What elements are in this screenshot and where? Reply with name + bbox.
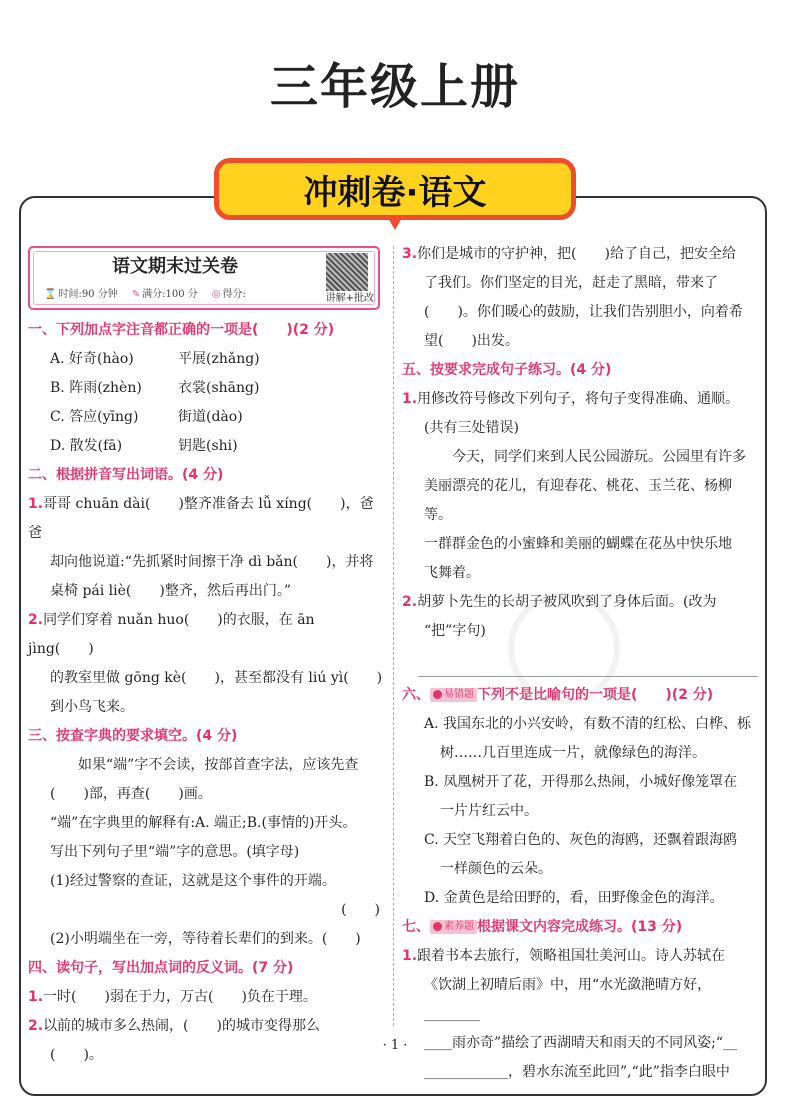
error-prone-tag <box>430 688 477 702</box>
s3-line: ( )部，再查( )画。 <box>50 786 212 802</box>
exam-title: 语文期末过关卷 <box>112 256 238 277</box>
s2-q1-line: 却向他说道:“先抓紧时间擦干净 dì bǎn( )，并将 <box>50 554 374 570</box>
s7-q1-line: ____雨亦奇”描绘了西湖晴天和雨天的不同风姿;“__ <box>424 1035 738 1051</box>
option-text: B. 阵雨(zhèn) <box>50 380 142 396</box>
s7-q1-line: 《饮湖上初晴后雨》中，用“水光潋滟晴方好，________ <box>424 977 712 1022</box>
s3-line: 如果“端”字不会读，按部首查字法，应该先查 <box>78 757 359 773</box>
s5-paragraph-line: 美丽漂亮的花儿，有迎春花、桃花、玉兰花、杨柳等。 <box>424 478 732 523</box>
tag-dot-icon <box>433 690 442 699</box>
section-4-title: 四、读句子，写出加点词的反义词。(7 分) <box>28 960 294 976</box>
option-text: D. 散发(fā) <box>50 438 123 454</box>
option-text: A. 好奇(hào) <box>50 351 134 367</box>
question-text: 你们是城市的守护神，把( )给了自己，把安全给 <box>417 246 736 262</box>
full-score-text: 满分:100 分 <box>142 289 198 300</box>
section-7-title <box>402 913 758 942</box>
question-text: 同学们穿着 nuǎn huo( )的衣服，在 ān jìng( ) <box>28 612 315 657</box>
pencil-icon: ✎ <box>131 289 141 300</box>
question-text: 跟着书本去旅行，领略祖国壮美河山。诗人苏轼在 <box>417 948 726 964</box>
s2-q1-line <box>28 490 384 548</box>
qr-label: 讲解+批改 <box>325 293 374 304</box>
question-number: 2. <box>28 1018 44 1034</box>
question-number: 1. <box>402 948 418 964</box>
question-text: 哥哥 chuān dài( )整齐准备去 lǚ xíng( )，爸爸 <box>28 496 374 541</box>
s4-q1-line <box>28 983 384 1012</box>
question-number: 2. <box>28 612 44 628</box>
banner-label: 冲刺卷·语文 <box>214 158 576 220</box>
s6-option-d: D. 金黄色是给田野的，看，田野像金色的海洋。 <box>424 890 724 906</box>
time-info <box>44 288 118 302</box>
qr-code[interactable] <box>326 253 368 291</box>
section-6-title <box>402 681 758 710</box>
s5-paragraph-line: 今天，同学们来到人民公园游玩。公园里有许多 <box>452 449 746 465</box>
s6-option-c-cont: 一样颜色的云朵。 <box>440 861 552 877</box>
page-number: · 1 · <box>382 1038 408 1053</box>
s3-line: “端”在字典里的解释有:A. 端正;B.(事情的)开头。 <box>50 815 357 831</box>
tag-label: 素养题 <box>444 921 474 932</box>
section-3-title: 三、按查字典的要求填空。(4 分) <box>28 728 238 744</box>
right-column <box>402 240 758 1087</box>
column-divider <box>393 246 394 1026</box>
obtained-score-info <box>212 288 246 302</box>
question-text: 胡萝卜先生的长胡子被风吹到了身体后面。(改为 <box>417 594 717 610</box>
question-number: 1. <box>402 391 418 407</box>
section-1-title: 一、下列加点字注音都正确的一项是( )(2 分) <box>28 322 335 338</box>
s5-paragraph-line: 一群群金色的小蜜蜂和美丽的蝴蝶在花丛中快乐地 <box>424 536 732 552</box>
question-text: 以前的城市多么热闹，( )的城市变得那么 <box>43 1018 320 1034</box>
obtained-score-text: 得分: <box>222 289 246 300</box>
s1-option-a <box>28 345 384 374</box>
s2-q1-line: 桌椅 pái liè( )整齐，然后再出门。” <box>50 583 292 599</box>
tag-label: 易错题 <box>444 689 474 700</box>
time-text: 时间:90 分钟 <box>58 289 118 300</box>
section-title-text: 根据课文内容完成练习。(13 分) <box>477 919 683 935</box>
hourglass-icon: ⌛ <box>44 289 57 300</box>
s5-q1-line: (共有三处错误) <box>424 420 519 436</box>
s2-q2-line: 到小鸟飞来。 <box>50 699 134 715</box>
s6-option-a-cont: 树……几百里连成一片，就像绿色的海洋。 <box>440 745 706 761</box>
section-prefix: 六、 <box>402 687 430 703</box>
competency-tag <box>430 920 477 934</box>
s6-option-b: B. 凤凰树开了花，开得那么热闹，小城好像笼罩在 <box>424 774 738 790</box>
s3-line: 写出下列句子里“端”字的意思。(填字母) <box>50 844 300 860</box>
s6-option-b-cont: 一片片红云中。 <box>440 803 538 819</box>
option-text: 街道(dào) <box>178 409 243 425</box>
s6-option-a: A. 我国东北的小兴安岭，有数不清的红松、白桦、栎 <box>424 716 752 732</box>
section-title-text: 下列不是比喻句的一项是( )(2 分) <box>477 687 714 703</box>
question-text: 一时( )弱在于力，万古( )负在于理。 <box>43 989 317 1005</box>
section-5-title: 五、按要求完成句子练习。(4 分) <box>402 362 612 378</box>
exam-header-card <box>28 246 380 310</box>
s1-option-c <box>28 403 384 432</box>
q3-line <box>402 240 758 269</box>
s4-q2-line <box>28 1012 384 1041</box>
section-2-title: 二、根据拼音写出词语。(4 分) <box>28 467 224 483</box>
score-info <box>132 288 198 302</box>
s1-option-b <box>28 374 384 403</box>
s7-q1-line <box>402 942 758 971</box>
question-text: 用修改符号修改下列句子，将句子变得准确、通顺。 <box>417 391 740 407</box>
section-prefix: 七、 <box>402 919 430 935</box>
page-title: 三年级上册 <box>269 59 520 115</box>
question-number: 3. <box>402 246 418 262</box>
s3-line: (2)小明端坐在一旁，等待着长辈们的到来。( ) <box>50 931 361 947</box>
option-text: 平展(zhǎng) <box>178 351 260 367</box>
left-column <box>28 246 384 1070</box>
s2-q2-line <box>28 606 384 664</box>
s5-paragraph-line: 飞舞着。 <box>424 565 480 581</box>
s5-q1-line <box>402 385 758 414</box>
q3-line: 了我们。你们坚定的目光，赶走了黑暗，带来了 <box>424 275 718 291</box>
option-text: C. 答应(yīng) <box>50 409 139 425</box>
s2-q2-line: 的教室里做 gōng kè( )，甚至都没有 liú yì( ) <box>50 670 383 686</box>
s5-q2-line <box>402 588 758 617</box>
question-number: 2. <box>402 594 418 610</box>
banner-pointer <box>387 216 403 230</box>
exam-meta <box>44 288 246 302</box>
option-text: 衣裳(shāng) <box>178 380 260 396</box>
question-number: 1. <box>28 496 44 512</box>
answer-line[interactable] <box>418 652 758 677</box>
target-icon: ◎ <box>211 289 221 300</box>
q3-line: 望( )出发。 <box>424 333 519 349</box>
s6-option-c: C. 天空飞翔着白色的、灰色的海鸥，还飘着跟海鸥 <box>424 832 738 848</box>
q3-line: ( )。你们暖心的鼓励，让我们告别胆小，向着希 <box>424 304 743 320</box>
tag-dot-icon <box>433 922 442 931</box>
option-text: 钥匙(shi) <box>178 438 238 454</box>
question-number: 1. <box>28 989 44 1005</box>
s3-answer-blank: ( ) <box>341 902 380 918</box>
s5-q2-line: “把”字句) <box>424 623 486 639</box>
s3-line: (1)经过警察的查证，这就是这个事件的开端。 <box>50 873 336 889</box>
s7-q1-line: ____________，碧水东流至此回”,“此”指李白眼中 <box>424 1064 730 1080</box>
s1-option-d <box>28 432 384 461</box>
s4-q2-line: ( )。 <box>50 1047 103 1063</box>
